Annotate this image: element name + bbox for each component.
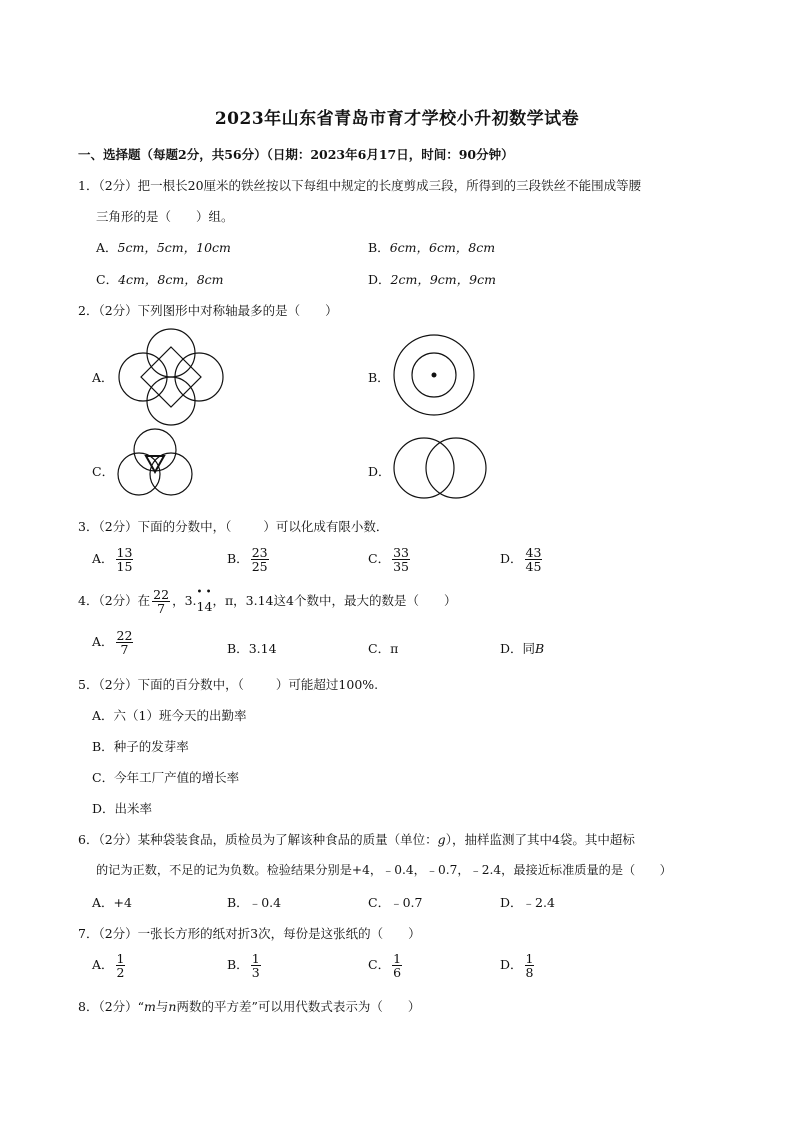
figure-four-circles [115, 325, 227, 429]
option-b: B．种子的发芽率 [92, 739, 189, 754]
question-number: 8． [78, 999, 99, 1014]
option-a: A．+4 [92, 895, 132, 910]
question-1-line2: 三角形的是（ ）组。 [96, 209, 234, 224]
question-2 [78, 301, 338, 319]
option-b: B．3.14 [227, 641, 277, 656]
figure-two-circles [392, 436, 492, 500]
question-number: 7． [78, 926, 99, 941]
question-score: （2分） [98, 999, 138, 1014]
option-d: D． $\frac{43}{45}$ [500, 545, 542, 575]
question-number: 2． [78, 303, 99, 318]
question-number: 4． [78, 593, 99, 609]
option-a: A．5cm，5cm，10cm [96, 240, 231, 255]
option-c: C． $\frac{33}{35}$ [368, 545, 409, 575]
option-d: D． $\frac{1}{8}$ [500, 951, 534, 981]
option-b: B． $\frac{23}{25}$ [227, 545, 268, 575]
fraction: $\frac{1}{8}$ [525, 951, 534, 981]
fraction: $\frac{43}{45}$ [525, 545, 542, 575]
option-d: D．出米率 [92, 801, 153, 816]
question-number: 5． [78, 677, 99, 692]
figure-three-circles-triangle [115, 428, 195, 506]
option-a: A． $\frac{13}{15}$ [92, 545, 133, 575]
question-score: （2分） [98, 677, 138, 692]
fraction: $\frac{23}{25}$ [251, 545, 268, 575]
fraction: $\frac{1}{3}$ [251, 951, 260, 981]
question-text: 一张长方形的纸对折3次，每份是这张纸的（ ） [137, 926, 421, 941]
option-c: C．﹣0.7 [368, 895, 423, 910]
option-d: D．﹣2.4 [500, 895, 555, 910]
question-6-line2: 的记为正数，不足的记为负数。检验结果分别是+4，﹣0.4，﹣0.7，﹣2.4，最接近标准质量的是（ ） [96, 863, 672, 877]
question-number: 1． [78, 178, 99, 193]
option-b: B． $\frac{1}{3}$ [227, 951, 260, 981]
fraction: $\frac{22}{7}$ [116, 628, 133, 658]
option-d: D．2cm，9cm，9cm [368, 272, 496, 287]
fraction: $\frac{22}{7}$ [153, 587, 170, 617]
option-a: A．六（1）班今天的出勤率 [92, 708, 247, 723]
question-score: （2分） [98, 303, 138, 318]
fraction: $\frac{33}{35}$ [393, 545, 409, 575]
option-b-label: B． [368, 370, 390, 385]
question-1 [78, 176, 641, 194]
question-8: 8．（2分）“m与n两数的平方差”可以用代数式表示为（ ） [78, 999, 421, 1014]
question-number: 6． [78, 832, 99, 847]
option-d-label: D． [368, 464, 391, 479]
fraction: $\frac{1}{2}$ [116, 951, 125, 981]
question-5: 5．（2分）下面的百分数中，（ ）可能超过100%. [78, 677, 379, 692]
question-text: 下列图形中对称轴最多的是（ ） [137, 303, 338, 318]
option-c-label: C． [92, 464, 115, 479]
question-score: （2分） [98, 593, 138, 609]
question-3: 3．（2分）下面的分数中，（ ）可以化成有限小数． [78, 519, 389, 534]
question-score: （2分） [98, 519, 138, 534]
question-text: 把一根长20厘米的铁丝按以下每组中规定的长度剪成三段，所得到的三段铁丝不能围成等腰 [137, 178, 642, 193]
option-c: C． $\frac{1}{6}$ [368, 951, 402, 981]
option-b: B．﹣0.4 [227, 895, 282, 910]
option-c: C．π [368, 641, 399, 656]
question-score: （2分） [98, 832, 138, 847]
figure-concentric-circles [392, 333, 476, 417]
option-a: A． $\frac{22}{7}$ [92, 628, 133, 658]
option-a-label: A． [92, 370, 114, 385]
fraction: $\frac{13}{15}$ [116, 545, 133, 575]
fraction: $\frac{1}{6}$ [393, 951, 402, 981]
question-number: 3． [78, 519, 99, 534]
question-score: （2分） [98, 178, 138, 193]
question-6: 6．（2分）某种袋装食品，质检员为了解该种食品的质量（单位：g），抽样监测了其中4袋。其中超标 [78, 832, 635, 847]
option-c: C．今年工厂产值的增长率 [92, 770, 240, 785]
option-c: C．4cm，8cm，8cm [96, 272, 224, 287]
page-title: 2023年山东省青岛市育才学校小升初数学试卷 [214, 109, 580, 129]
question-4: 4．（2分）在 $\frac{22}{7}$ ，3. • • 14，π，3.14这4个数中，最大的数是（ ） [78, 587, 457, 617]
option-a: A． $\frac{1}{2}$ [92, 951, 125, 981]
section-header: 一、选择题（每题2分，共56分）（日期：2023年6月17日，时间：90分钟） [78, 147, 514, 162]
question-7 [78, 924, 421, 942]
option-b: B．6cm，6cm，8cm [368, 240, 496, 255]
question-score: （2分） [98, 926, 138, 941]
repeating-decimal: • • 14 [196, 587, 213, 615]
option-d: D．同B [500, 641, 545, 656]
